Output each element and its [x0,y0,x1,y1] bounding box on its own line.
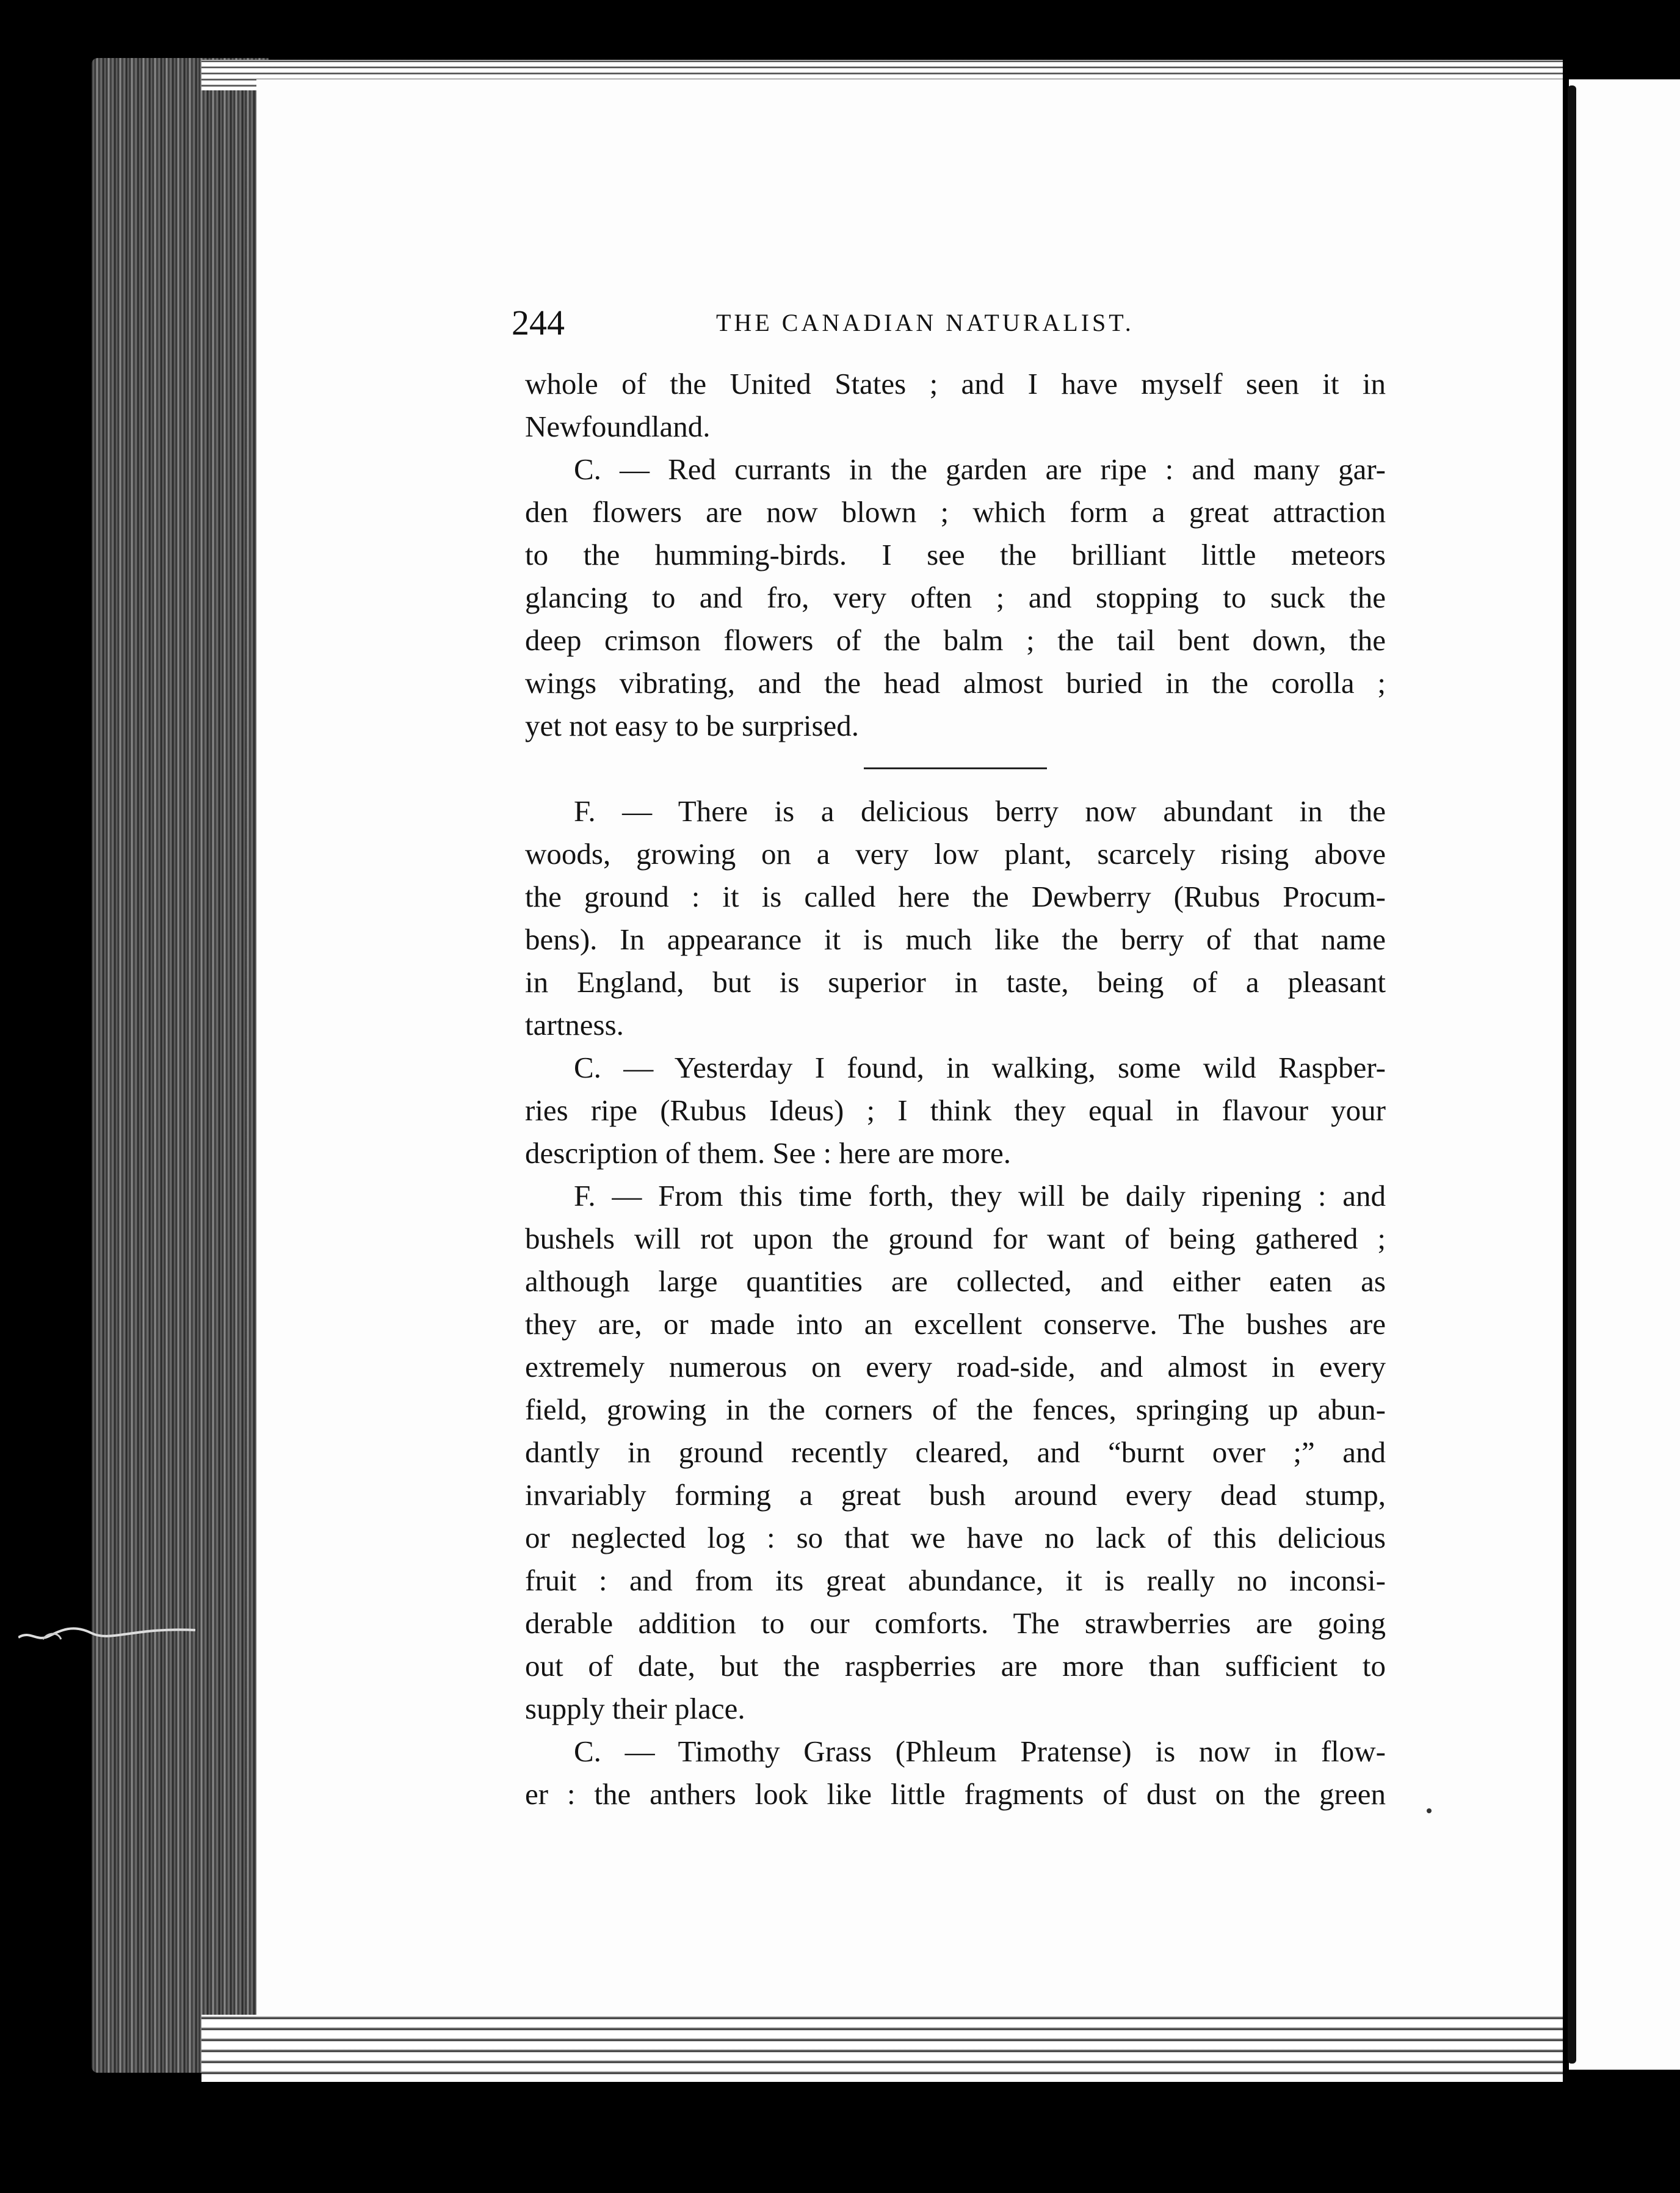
text-line: yet not easy to be surprised. [525,709,860,742]
text-line: description of them. See : here are more. [525,1136,1011,1170]
gutter-shadow [1568,85,1576,2064]
ink-speck [1427,1808,1432,1813]
text-line: in England, but is superior in taste, being of a pleasant [525,965,1386,999]
text-line: wings vibrating, and the head almost buried in the corolla ; [525,666,1386,700]
text-line: bushels will rot upon the ground for want of being gathered ; [525,1222,1386,1255]
page-stack-bottom [201,2015,1563,2082]
text-line: fruit : and from its great abundance, it is really no inconsi- [525,1564,1386,1597]
text-line: F. — From this time forth, they will be daily ripening : and [574,1179,1386,1212]
text-line: woods, growing on a very low plant, scarcely rising above [525,837,1386,871]
text-line: dantly in ground recently cleared, and “burnt over ;” and [525,1435,1386,1469]
text-line: F. — There is a delicious berry now abundant in the [574,794,1386,828]
text-line: er : the anthers look like little fragments of dust on the green [525,1777,1386,1811]
text-line: field, growing in the corners of the fences, springing up abun- [525,1393,1386,1426]
text-line: whole of the United States ; and I have myself seen it in [525,367,1386,401]
text-line: tartness. [525,1008,624,1042]
text-line: den flowers are now blown ; which form a great attraction [525,495,1386,529]
text-line: the ground : it is called here the Dewberry (Rubus Procum- [525,880,1386,913]
text-line: supply their place. [525,1692,745,1725]
text-line: glancing to and fro, very often ; and stopping to suck the [525,581,1386,614]
text-line: C. — Red currants in the garden are ripe : and many gar- [574,452,1386,486]
text-line: bens). In appearance it is much like the berry of that name [525,923,1386,956]
text-line: C. — Yesterday I found, in walking, some wild Raspber- [574,1051,1386,1084]
text-line: they are, or made into an excellent conserve. The bushes are [525,1307,1386,1341]
text-line: extremely numerous on every road-side, and almost in every [525,1350,1386,1383]
loose-thread-decoration [18,1612,195,1648]
text-line: C. — Timothy Grass (Phleum Pratense) is now in flow- [574,1734,1386,1768]
page-stack-edge [92,58,269,2073]
text-line: deep crimson flowers of the balm ; the tail bent down, the [525,623,1386,657]
text-line: or neglected log : so that we have no lack of this delicious [525,1521,1386,1554]
text-line: out of date, but the raspberries are more than sufficient to [525,1649,1386,1683]
text-line: to the humming-birds. I see the brilliant little meteors [525,538,1386,571]
text-line: derable addition to our comforts. The strawberries are going [525,1606,1386,1640]
text-line: although large quantities are collected, and either eaten as [525,1264,1386,1298]
section-divider [864,767,1047,769]
page-number: 244 [512,303,565,343]
page-header [512,302,1214,345]
facing-page-edge [1569,79,1680,2070]
text-line: invariably forming a great bush around every dead stump, [525,1478,1386,1512]
running-title: THE CANADIAN NATURALIST. [716,309,1134,336]
text-line: Newfoundland. [525,410,711,443]
text-line: ries ripe (Rubus Ideus) ; I think they equal in flavour your [525,1093,1386,1127]
